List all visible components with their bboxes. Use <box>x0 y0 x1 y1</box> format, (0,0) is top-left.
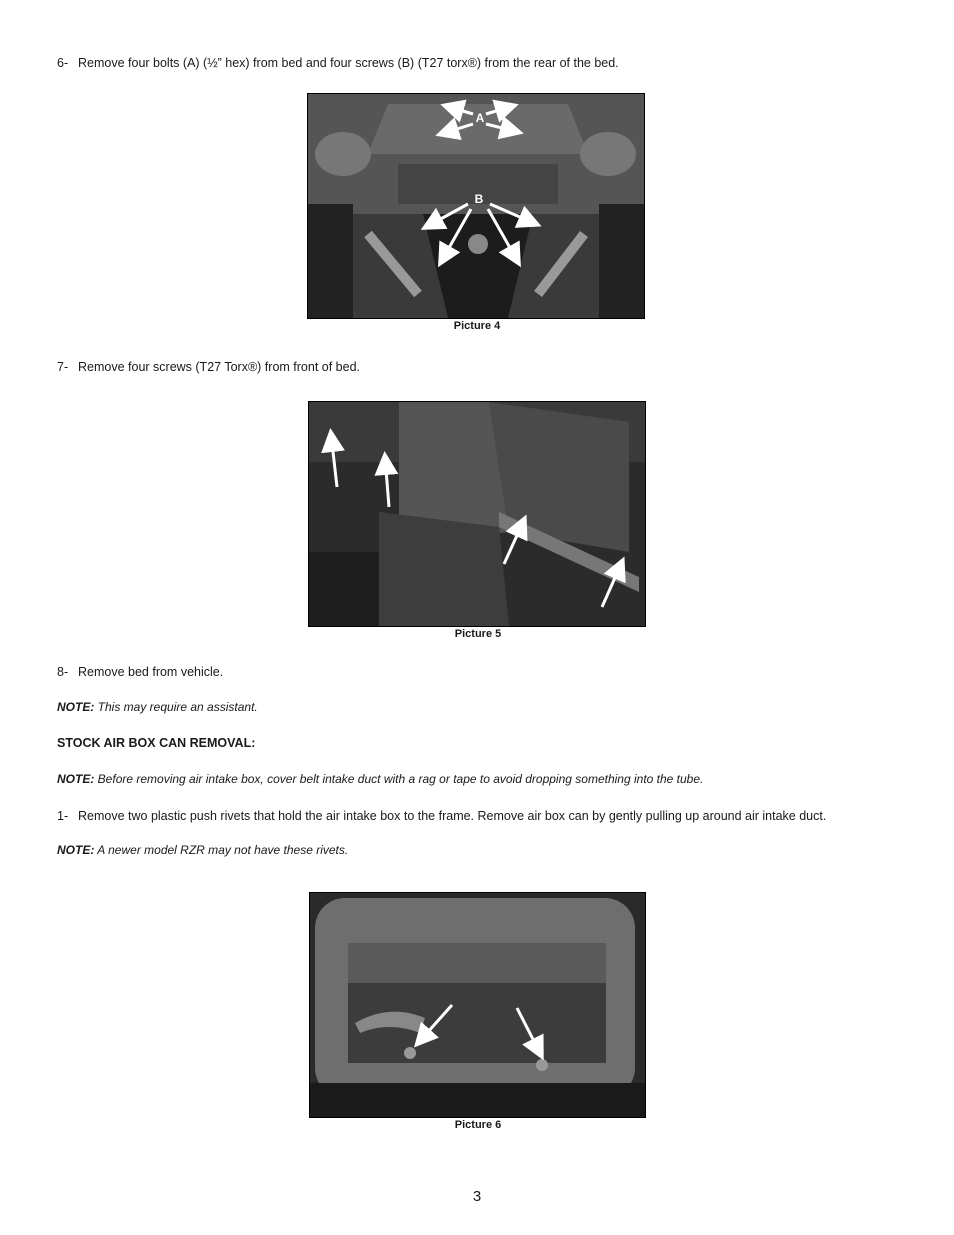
step-text: Remove bed from vehicle. <box>78 665 224 679</box>
note-newer-model <box>57 843 348 857</box>
vehicle-rear-photo <box>308 94 644 318</box>
note-label: NOTE: <box>57 843 95 857</box>
step-8 <box>57 664 223 680</box>
step-text: Remove two plastic push rivets that hold the air intake box to the frame. Remove air box can by gently pulling up around air intake duct. <box>78 809 827 823</box>
picture-6-photo <box>309 892 646 1118</box>
picture-5-photo <box>308 401 646 627</box>
step-number: 7- <box>57 360 69 374</box>
label-b: B <box>474 192 484 206</box>
step-text: Remove four screws (T27 Torx®) from front of bed. <box>78 360 360 374</box>
air-box-photo <box>310 893 645 1117</box>
note-text: This may require an assistant. <box>94 700 258 714</box>
step-7 <box>57 359 360 375</box>
step-1 <box>57 808 826 824</box>
note-label: NOTE: <box>57 700 95 714</box>
bed-front-photo <box>309 402 645 626</box>
step-number: 8- <box>57 665 69 679</box>
note-label: NOTE: <box>57 772 95 786</box>
label-a: A <box>475 111 485 125</box>
note-cover-duct <box>57 772 703 786</box>
step-number: 6- <box>57 56 69 70</box>
picture-4-photo <box>307 93 645 319</box>
note-text: Before removing air intake box, cover belt intake duct with a rag or tape to avoid dropping something into the tube. <box>94 772 704 786</box>
step-6 <box>57 55 619 71</box>
step-text: Remove four bolts (A) (½” hex) from bed and four screws (B) (T27 torx®) from the rear of the bed. <box>78 56 619 70</box>
note-text: A newer model RZR may not have these rivets. <box>94 843 349 857</box>
picture-6-caption: Picture 6 <box>454 1119 502 1131</box>
step-number: 1- <box>57 809 69 823</box>
picture-4-caption: Picture 4 <box>453 320 501 332</box>
note-assistant <box>57 700 258 714</box>
page-number: 3 <box>472 1188 482 1205</box>
section-heading: STOCK AIR BOX CAN REMOVAL: <box>57 736 256 750</box>
picture-5-caption: Picture 5 <box>454 628 502 640</box>
